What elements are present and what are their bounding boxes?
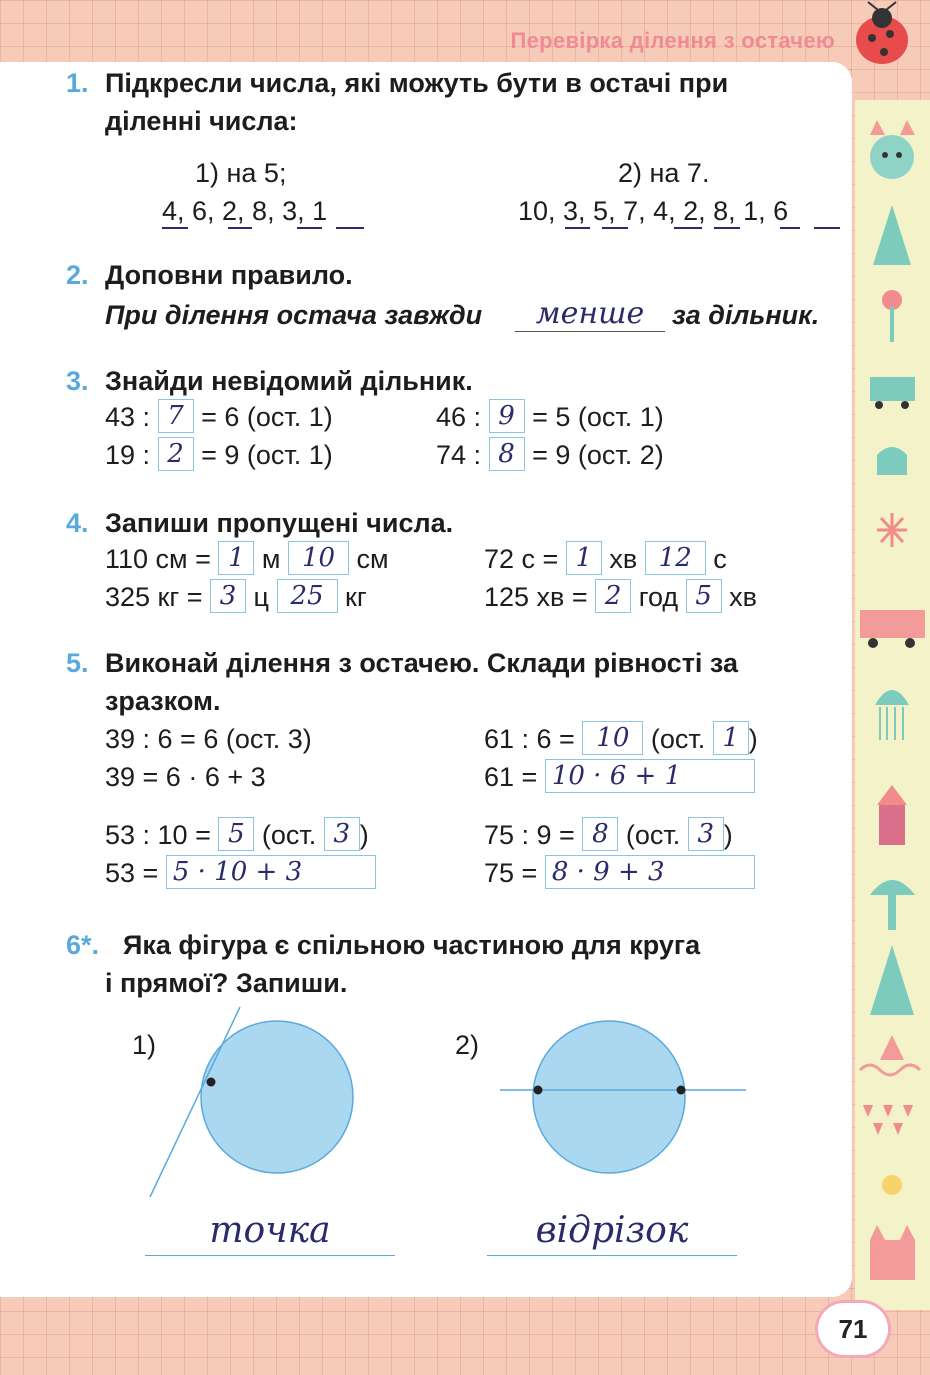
eq-text: ) — [748, 724, 758, 755]
eq-text: 74 : — [436, 440, 482, 471]
workbook-page — [0, 62, 852, 1297]
unit: см — [356, 544, 389, 575]
answer-box: 5 — [218, 817, 254, 851]
dot-icon — [855, 1160, 930, 1210]
task-3-number: 3. — [66, 366, 89, 396]
task-2-rule-after: за дільник. — [672, 300, 820, 330]
triangle-tree-icon-2 — [855, 940, 930, 1020]
eq-text: (ост. — [650, 724, 706, 755]
task-2-rule-before: При ділення остача завжди — [105, 300, 483, 330]
task-6-number: 6*. — [66, 930, 100, 960]
task-6-answer-2: відрізок — [487, 1210, 737, 1256]
unit: м — [261, 544, 281, 575]
task-1-text-line1: Підкресли числа, які можуть бути в остачі при — [105, 68, 729, 98]
answer-box: 9 — [489, 399, 525, 433]
eq-text: 72 с = — [484, 544, 559, 575]
answer-box-wide: 10 · 6 + 1 — [545, 759, 755, 793]
eq-text: 43 : — [105, 402, 151, 433]
lollipop-icon — [855, 285, 930, 345]
answer-box: 7 — [158, 399, 194, 433]
task-5-text-line2: зразком. — [105, 686, 221, 716]
triangle-tree-icon — [855, 200, 930, 270]
unit: кг — [345, 582, 367, 613]
eq-text: 19 : — [105, 440, 151, 471]
task-4-eq-2 — [484, 544, 727, 578]
task-1a-numbers: 4, 6, 2, 8, 3, 1 — [162, 196, 328, 226]
answer-box: 2 — [595, 579, 631, 613]
answer-box: 1 — [713, 721, 749, 755]
figure-2-circle-secant — [500, 1002, 760, 1202]
task-3-title: Знайди невідомий дільник. — [105, 366, 473, 396]
task-4-title: Запиши пропущені числа. — [105, 508, 454, 538]
eq-text: (ост. — [625, 820, 681, 851]
task-5-div-2 — [484, 724, 758, 758]
task-1-underlines — [150, 222, 850, 236]
answer-box-wide: 8 · 9 + 3 — [545, 855, 755, 889]
answer-box: 3 — [688, 817, 724, 851]
answer-box: 1 — [566, 541, 602, 575]
task-5-div-3 — [105, 820, 369, 854]
eq-text: 46 : — [436, 402, 482, 433]
eq-text: 75 : 9 = — [484, 820, 575, 851]
unit: хв — [729, 582, 758, 613]
task-5-div-4 — [484, 820, 733, 854]
asterisk-icon — [855, 505, 930, 565]
eq-text: (ост. — [261, 820, 317, 851]
cat-face-icon-2 — [855, 1220, 930, 1290]
answer-box: 10 — [288, 541, 349, 575]
task-1-number: 1. — [66, 68, 89, 98]
unit: с — [713, 544, 727, 575]
eq-text: 75 = — [484, 858, 538, 889]
task-6-text-line1: Яка фігура є спільною частиною для круга — [123, 930, 701, 960]
answer-box: 10 — [582, 721, 643, 755]
task-4-eq-3 — [105, 582, 367, 616]
figure-1-label: 1) — [132, 1030, 157, 1060]
jellyfish-icon — [855, 675, 930, 745]
eq-text: ) — [723, 820, 733, 851]
task-5-number: 5. — [66, 648, 89, 678]
task-1b-label: 2) на 7. — [618, 158, 710, 188]
page-number: 71 — [818, 1303, 888, 1355]
task-5-example-div: 39 : 6 = 6 (ост. 3) — [105, 724, 312, 754]
house-icon — [855, 435, 930, 480]
task-5-text-line1: Виконай ділення з остачею. Склади рівності за — [105, 648, 738, 678]
eq-text: ) — [359, 820, 369, 851]
mushroom-icon — [855, 865, 930, 935]
answer-box: 3 — [324, 817, 360, 851]
wave-icon — [855, 1030, 930, 1080]
task-2-title: Доповни правило. — [105, 260, 353, 290]
answer-box: 3 — [210, 579, 246, 613]
train-icon — [855, 595, 930, 655]
task-1b-numbers: 10, 3, 5, 7, 4, 2, 8, 1, 6 — [518, 196, 789, 226]
eq-text: 125 хв = — [484, 582, 588, 613]
decorative-strip — [855, 100, 930, 1310]
task-1a-label: 1) на 5; — [195, 158, 287, 188]
task-3-eq-1 — [105, 402, 333, 436]
task-3-eq-3 — [105, 440, 333, 474]
answer-box: 8 — [582, 817, 618, 851]
eq-text: 61 : 6 = — [484, 724, 575, 755]
task-3-eq-2 — [436, 402, 664, 436]
figure-2-label: 2) — [455, 1030, 480, 1060]
task-4-eq-1 — [105, 544, 389, 578]
task-5-eq-4 — [484, 858, 755, 892]
answer-box: 25 — [277, 579, 338, 613]
eq-text: 61 = — [484, 762, 538, 793]
eq-text: 53 = — [105, 858, 159, 889]
cat-face-icon — [855, 115, 930, 185]
unit: хв — [609, 544, 638, 575]
task-5-example-eq: 39 = 6 · 6 + 3 — [105, 762, 266, 792]
eq-text: 110 см = — [105, 544, 211, 575]
task-6-text-line2: і прямої? Запиши. — [105, 968, 348, 998]
answer-box: 12 — [645, 541, 706, 575]
task-4-eq-4 — [484, 582, 757, 616]
task-2-answer: менше — [515, 296, 665, 332]
task-6-answer-1: точка — [145, 1210, 395, 1256]
figure-1-circle-tangent — [140, 1002, 380, 1202]
bus-icon — [855, 365, 930, 415]
eq-text: = 9 (ост. 1) — [201, 440, 333, 471]
answer-box: 5 — [686, 579, 722, 613]
page-section-title: Перевірка ділення з остачею — [510, 28, 835, 53]
eq-text: 53 : 10 = — [105, 820, 211, 851]
task-2-number: 2. — [66, 260, 89, 290]
answer-box: 1 — [218, 541, 254, 575]
task-4-number: 4. — [66, 508, 89, 538]
task-5-eq-3 — [105, 858, 376, 892]
task-1-text-line2: діленні числа: — [105, 106, 298, 136]
unit: год — [638, 582, 679, 613]
triangles-row-icon — [855, 1095, 930, 1145]
eq-text: = 9 (ост. 2) — [532, 440, 664, 471]
eq-text: = 5 (ост. 1) — [532, 402, 664, 433]
unit: ц — [253, 582, 269, 613]
answer-box: 2 — [158, 437, 194, 471]
answer-box-wide: 5 · 10 + 3 — [166, 855, 376, 889]
ladybug-icon — [838, 0, 918, 70]
task-5-eq-2 — [484, 762, 755, 796]
answer-box: 8 — [489, 437, 525, 471]
task-3-eq-4 — [436, 440, 664, 474]
rocket-icon — [855, 780, 930, 850]
eq-text: = 6 (ост. 1) — [201, 402, 333, 433]
eq-text: 325 кг = — [105, 582, 203, 613]
